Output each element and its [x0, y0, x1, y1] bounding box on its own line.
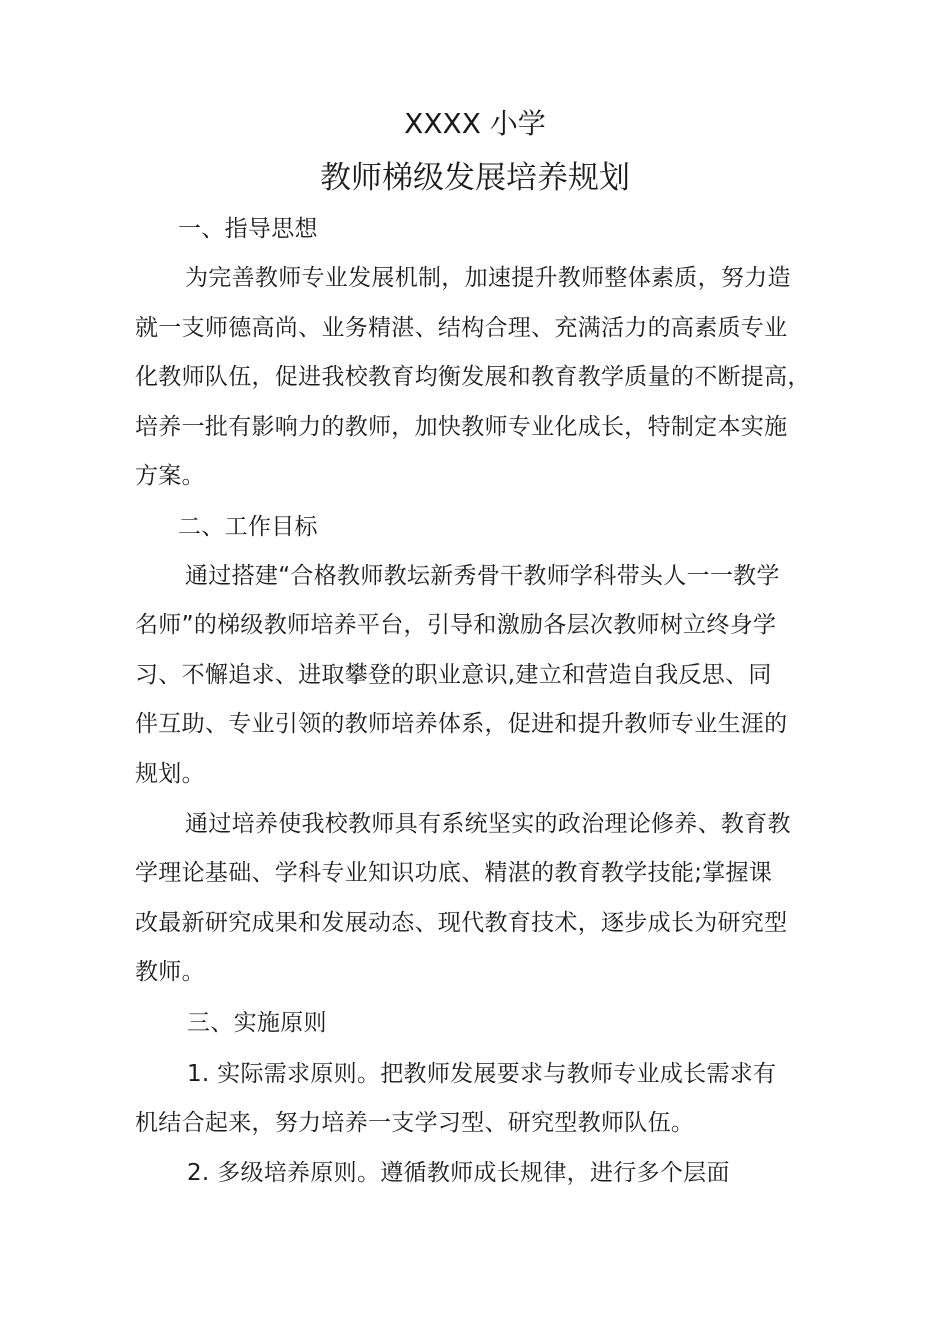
paragraph-line: 规划。	[135, 761, 205, 787]
paragraph-line: 就一支师德高尚、业务精湛、结构合理、充满活力的高素质专业	[135, 315, 788, 341]
school-title: XXXX 小学	[404, 107, 546, 140]
paragraph-line: 培养一批有影响力的教师，加快教师专业化成长，特制定本实施	[135, 414, 788, 440]
paragraph-line: 伴互助、专业引领的教师培养体系，促进和提升教师专业生涯的	[135, 711, 788, 737]
paragraph-line: 化教师队伍，促进我校教育均衡发展和教育教学质量的不断提高，	[135, 364, 811, 390]
document-title: 教师梯级发展培养规划	[320, 160, 630, 196]
paragraph-line: 教师。	[135, 959, 205, 985]
paragraph-line: 通过培养使我校教师具有系统坚实的政治理论修养、教育教	[185, 811, 791, 837]
section-heading-guiding-ideology: 一、指导思想	[178, 216, 318, 242]
paragraph-line: 改最新研究成果和发展动态、现代教育技术，逐步成长为研究型	[135, 910, 788, 936]
section-heading-work-goals: 二、工作目标	[178, 514, 318, 540]
paragraph-line: 方案。	[135, 463, 205, 489]
paragraph-line: 机结合起来，努力培养一支学习型、研究型教师队伍。	[135, 1110, 695, 1136]
section-heading-principles: 三、实施原则	[187, 1010, 327, 1036]
paragraph-line: 学理论基础、学科专业知识功底、精湛的教育教学技能;掌握课	[135, 860, 773, 886]
paragraph-line: 为完善教师专业发展机制，加速提升教师整体素质，努力造	[185, 265, 791, 291]
list-item-line: 1. 实际需求原则。把教师发展要求与教师专业成长需求有	[187, 1061, 777, 1087]
list-item-line: 2. 多级培养原则。遵循教师成长规律，进行多个层面	[187, 1160, 730, 1186]
paragraph-line: 习、不懈追求、进取攀登的职业意识,建立和营造自我反思、同	[135, 662, 772, 688]
paragraph-line: 名师”的梯级教师培养平台，引导和激励各层次教师树立终身学	[135, 612, 777, 638]
paragraph-line: 通过搭建“合格教师教坛新秀骨干教师学科带头人一一教学	[185, 563, 780, 589]
